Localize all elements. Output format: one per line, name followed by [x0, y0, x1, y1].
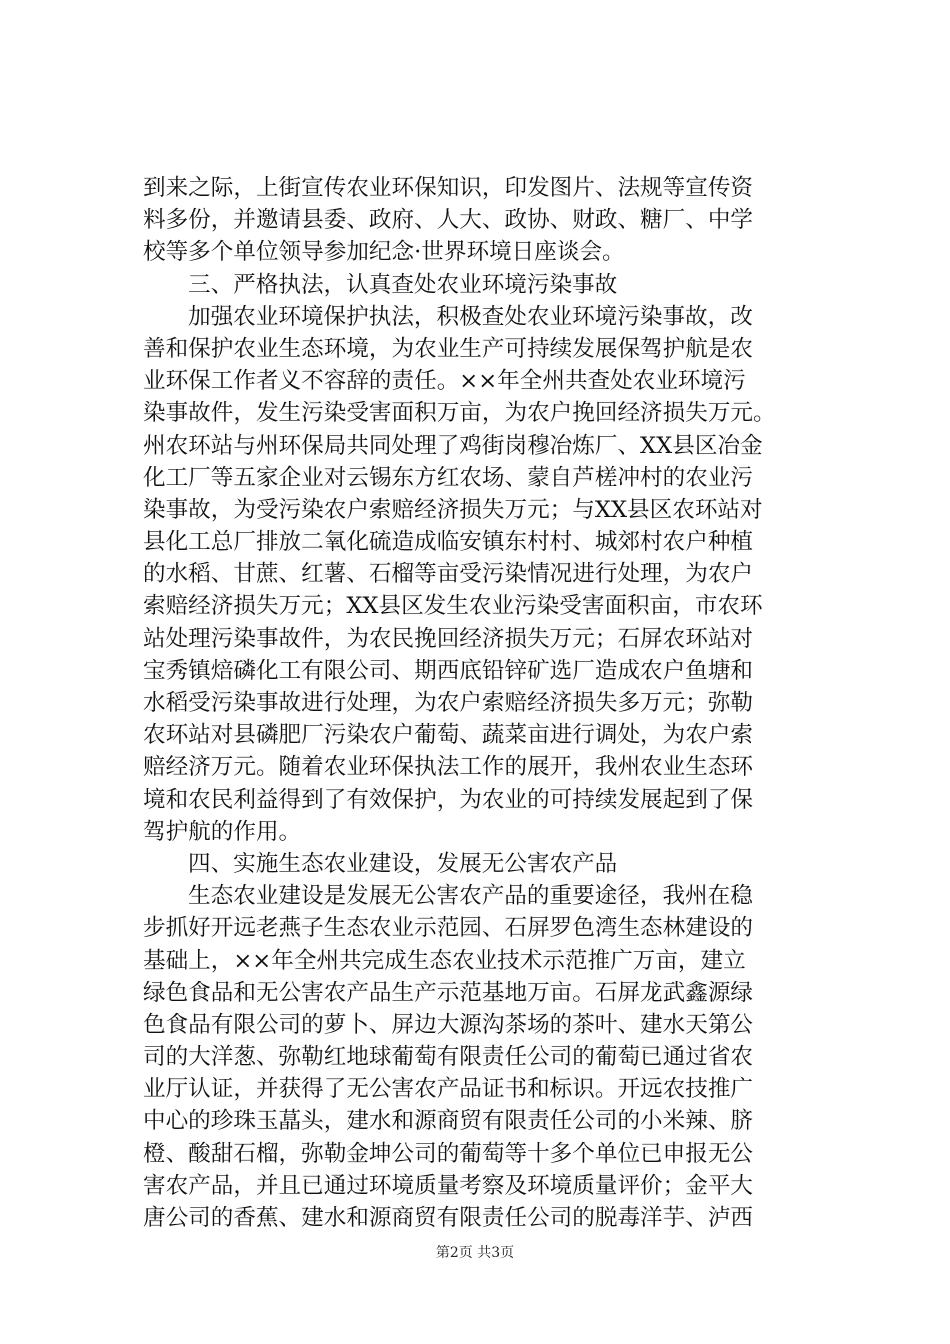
text-line: 唐公司的香蕉、建水和源商贸有限责任公司的脱毒洋芋、泸西: [143, 1205, 754, 1231]
page-number: 第2页 共3页: [435, 1245, 515, 1261]
text-line: 化工厂等五家企业对云锡东方红农场、蒙自芦槎冲村的农业污: [143, 464, 754, 491]
text-line: 州农环站与州环保局共同处理了鸡街岗穆冶炼厂、XX县区冶金: [143, 432, 763, 459]
page-footer: [0, 1244, 950, 1262]
section-heading: 四、实施生态农业建设，发展无公害农产品: [188, 850, 618, 877]
text-line: 县化工总厂排放二氧化硫造成临安镇东村村、城郊村农户种植: [143, 529, 754, 556]
text-line: 料多份，并邀请县委、政府、人大、政协、财政、糖厂、中学: [143, 207, 754, 234]
text-line: 步抓好开远老燕子生态农业示范园、石屏罗色湾生态林建设的: [143, 915, 754, 942]
text-line: 水稻受污染事故进行处理，为农户索赔经济损失多万元；弥勒: [143, 690, 754, 716]
section-heading: 三、严格执法，认真查处农业环境污染事故: [188, 271, 618, 298]
text-line: 索赔经济损失万元；XX县区发生农业污染受害面积亩，市农环: [143, 593, 763, 620]
text-line: 中心的珍珠玉蕌头，建水和源商贸有限责任公司的小米辣、脐: [143, 1108, 754, 1135]
text-line: 业环保工作者义不容辞的责任。××年全州共查处农业环境污: [143, 368, 746, 395]
text-line: 农环站对县磷肥厂污染农户葡萄、蔬菜亩进行调处，为农户索: [143, 722, 754, 749]
text-line: 校等多个单位领导参加纪念·世界环境日座谈会。: [143, 239, 625, 266]
text-line: 的水稻、甘蔗、红薯、石榴等亩受污染情况进行处理，为农户: [143, 561, 754, 588]
text-line: 善和保护农业生态环境，为农业生产可持续发展保驾护航是农: [143, 335, 754, 362]
text-line: 业厅认证，并获得了无公害农产品证书和标识。开远农技推广: [143, 1076, 754, 1103]
text-line: 站处理污染事故件，为农民挽回经济损失万元；石屏农环站对: [143, 625, 754, 652]
text-line: 绿色食品和无公害农产品生产示范基地万亩。石屏龙武鑫源绿: [143, 979, 754, 1006]
text-line: 基础上，××年全州共完成生态农业技术示范推广万亩，建立: [143, 947, 746, 974]
text-line: 到来之际，上街宣传农业环保知识，印发图片、法规等宣传资: [143, 175, 754, 201]
text-line: 橙、酸甜石榴，弥勒金坤公司的葡萄等十多个单位已申报无公: [143, 1140, 754, 1167]
text-line: 染事故，为受污染农户索赔经济损失万元；与XX县区农环站对: [143, 496, 763, 523]
paragraph-first-line: 加强农业环境保护执法，积极查处农业环境污染事故，改: [188, 303, 753, 330]
text-line: 驾护航的作用。: [143, 818, 302, 845]
text-line: 染事故件，发生污染受害面积万亩，为农户挽回经济损失万元。: [143, 400, 776, 427]
text-line: 赔经济万元。随着农业环保执法工作的展开，我州农业生态环: [143, 754, 754, 781]
text-line: 宝秀镇焙磷化工有限公司、期西底铅锌矿选厂造成农户鱼塘和: [143, 657, 754, 684]
text-line: 色食品有限公司的萝卜、屏边大源沟茶场的茶叶、建水天第公: [143, 1011, 754, 1038]
text-line: 害农产品，并且已通过环境质量考察及环境质量评价；金平大: [143, 1172, 754, 1199]
document-body: [143, 172, 809, 1234]
text-line: 境和农民利益得到了有效保护，为农业的可持续发展起到了保: [143, 786, 754, 813]
paragraph-first-line: 生态农业建设是发展无公害农产品的重要途径，我州在稳: [188, 883, 753, 910]
text-line: 司的大洋葱、弥勒红地球葡萄有限责任公司的葡萄已通过省农: [143, 1044, 754, 1071]
